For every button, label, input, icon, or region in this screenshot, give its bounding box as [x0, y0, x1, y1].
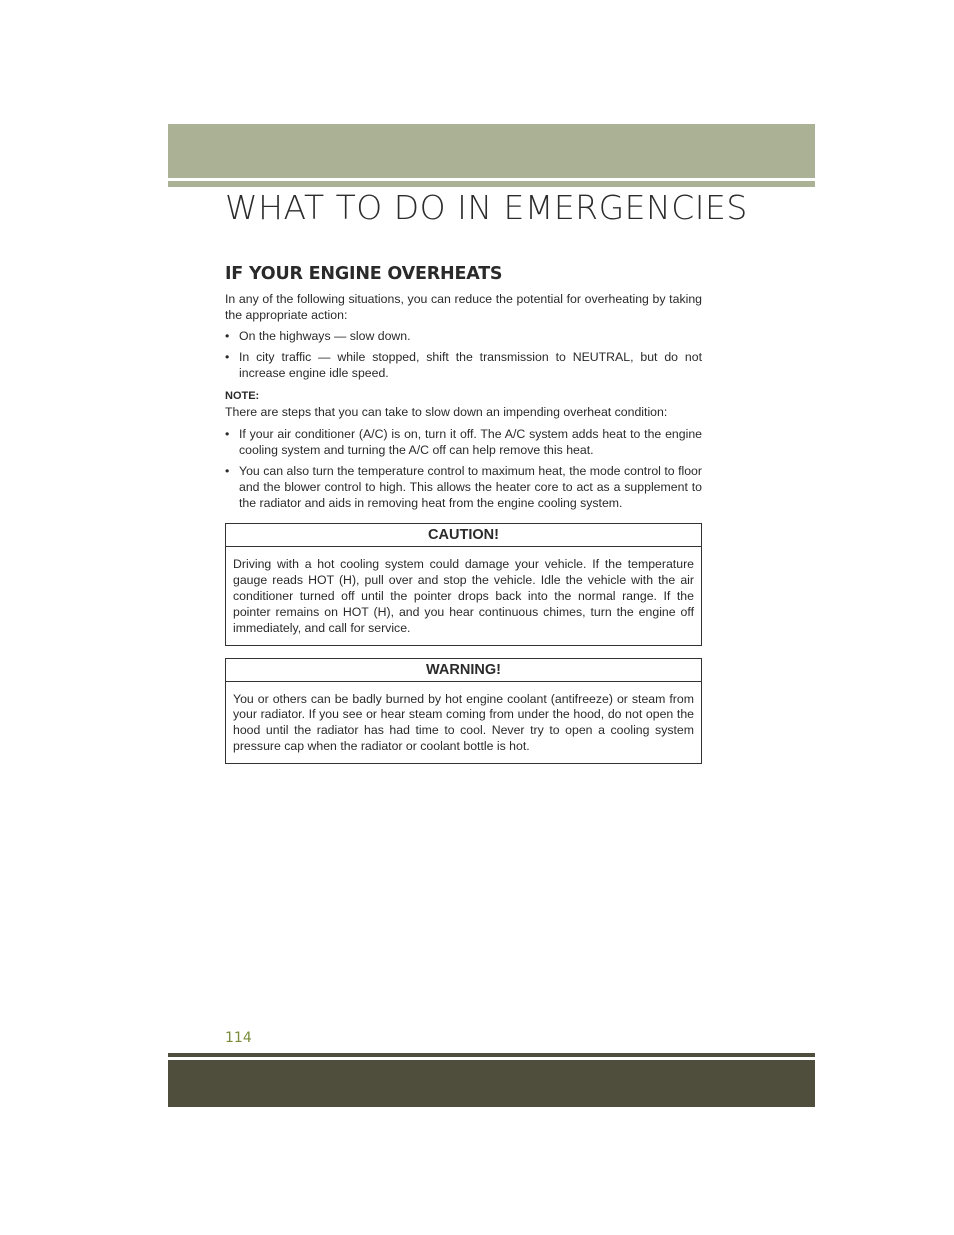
list-item-text: If your air conditioner (A/C) is on, turn it off. The A/C system adds heat to the engine cooling system and turning the A/C off can help remove this heat.: [239, 427, 702, 457]
header-stripe: [168, 181, 815, 187]
list-item: [225, 426, 702, 458]
list-item-text: In city traffic — while stopped, shift the transmission to NEUTRAL, but do not increase engine idle speed.: [239, 350, 702, 380]
action-list: [225, 328, 702, 381]
header-band: [168, 124, 815, 178]
caution-body: Driving with a hot cooling system could damage your vehicle. If the temperature gauge reads HOT (H), pull over and stop the vehicle. Idle the vehicle with the air conditioner turned off until the pointer drops back into the normal range. If the pointer remains on HOT (H), and you hear continuous chimes, turn the engine off immediately, and call for service.: [233, 557, 694, 635]
bullet-icon: •: [225, 350, 230, 364]
footer-band: [168, 1060, 815, 1107]
list-item-text: On the highways — slow down.: [239, 329, 411, 343]
section-heading: IF YOUR ENGINE OVERHEATS: [225, 264, 503, 284]
warning-title: WARNING!: [226, 659, 701, 682]
warning-box: [225, 658, 702, 765]
list-item: [225, 349, 702, 381]
caution-title: CAUTION!: [226, 524, 701, 547]
warning-body: You or others can be badly burned by hot engine coolant (antifreeze) or steam from your radiator. If you see or hear steam coming from under the hood, do not open the hood until the radiator has had time to cool. Never try to open a cooling system pressure cap when the radiator or coolant bottle is hot.: [233, 691, 694, 754]
main-content: [225, 264, 702, 764]
note-list: [225, 426, 702, 511]
list-item: [225, 328, 702, 344]
chapter-title: WHAT TO DO IN EMERGENCIES: [225, 188, 748, 227]
list-item: [225, 463, 702, 511]
bullet-icon: •: [225, 464, 230, 478]
page-number: 114: [225, 1030, 252, 1046]
note-text: There are steps that you can take to slow down an impending overheat condition:: [225, 405, 668, 419]
footer-stripe: [168, 1053, 815, 1057]
list-item-text: You can also turn the temperature control to maximum heat, the mode control to floor and the blower control to high. This allows the heater core to act as a supplement to the radiator and aids in removing heat from the engine cooling system.: [239, 464, 702, 510]
caution-box: [225, 523, 702, 646]
note-label: NOTE:: [225, 390, 260, 402]
intro-paragraph: In any of the following situations, you can reduce the potential for overheating by taking the appropriate action:: [225, 292, 702, 322]
bullet-icon: •: [225, 427, 230, 441]
bullet-icon: •: [225, 329, 230, 343]
